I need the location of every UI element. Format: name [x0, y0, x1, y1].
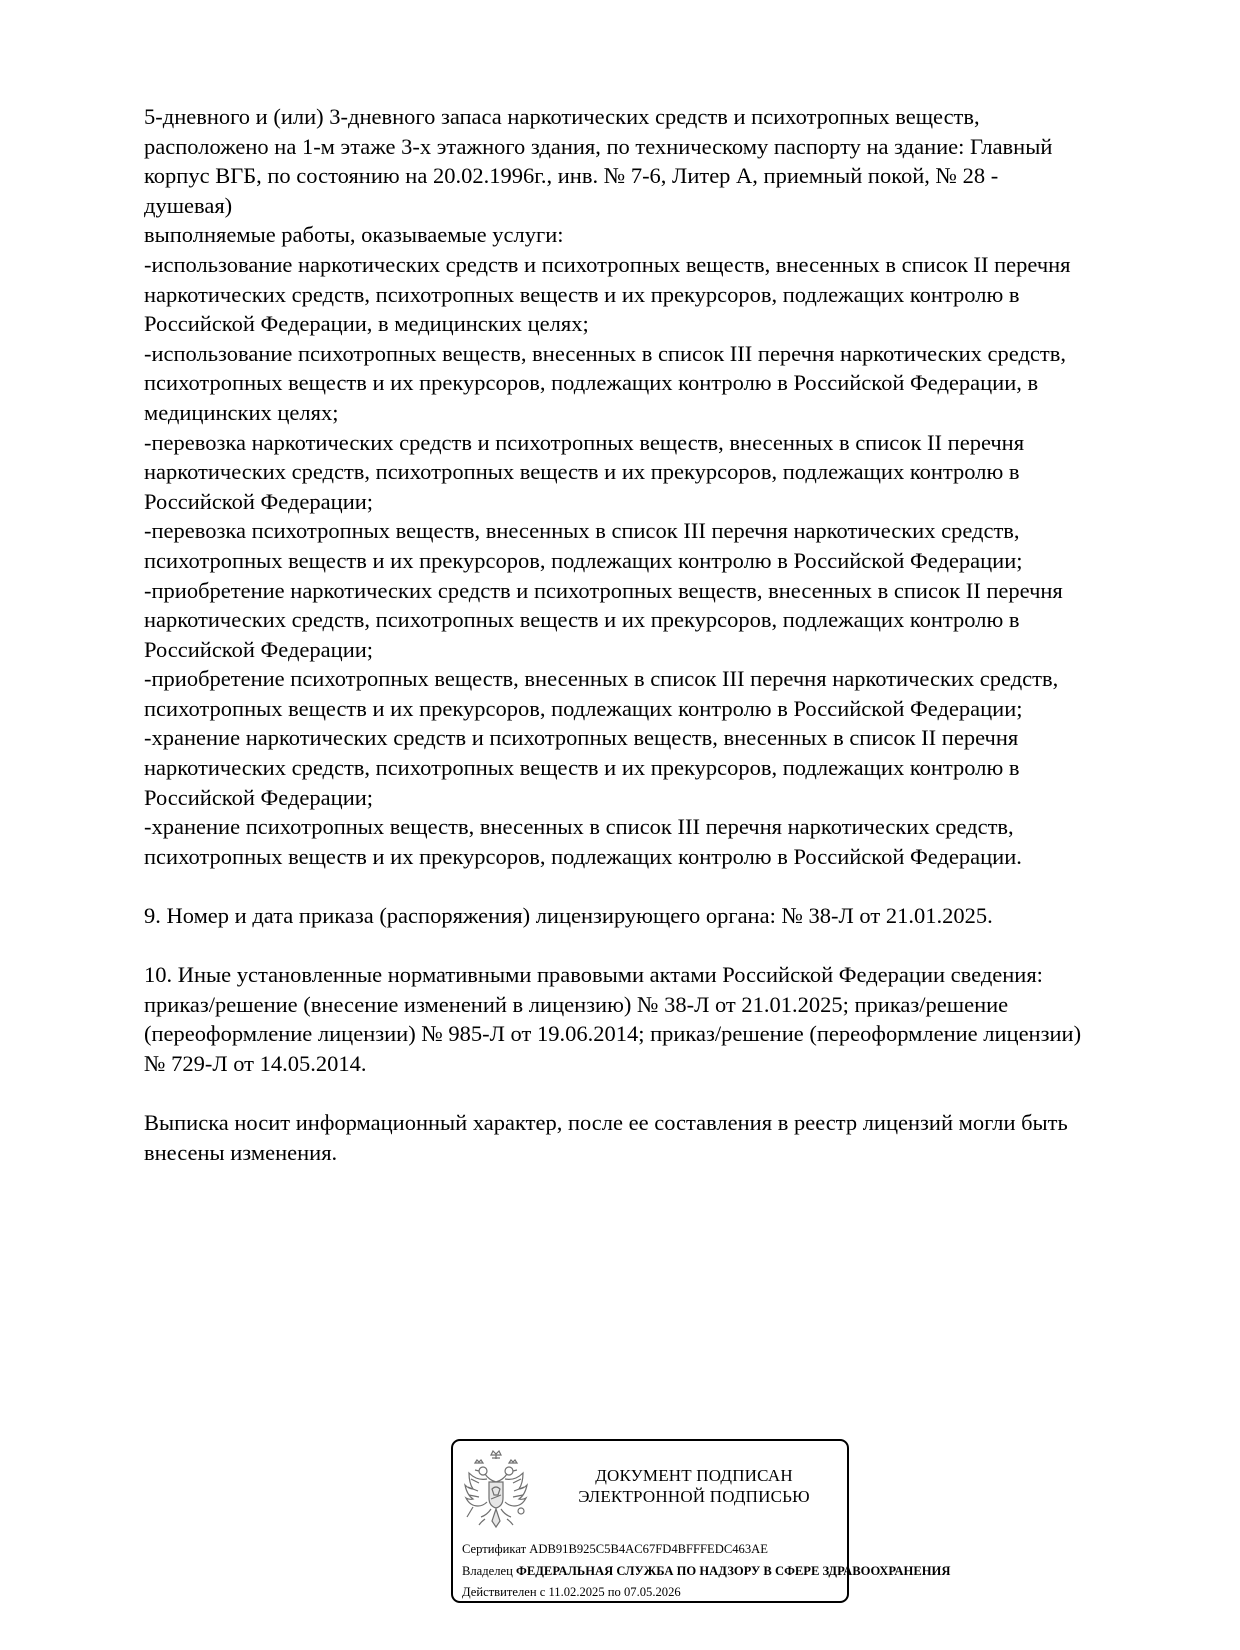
text-line: 9. Номер и дата приказа (распоряжения) лицензирующего органа: № 38-Л от 21.01.2025. — [144, 903, 993, 929]
text-line: наркотических средств, психотропных веществ и их прекурсоров, подлежащих контролю в — [144, 755, 1020, 781]
validity-text: Действителен с 11.02.2025 по 07.05.2026 — [462, 1585, 681, 1599]
owner-value: ФЕДЕРАЛЬНАЯ СЛУЖБА ПО НАДЗОРУ В СФЕРЕ ЗДРАВООХРАНЕНИЯ — [516, 1564, 951, 1578]
paragraph-gap — [144, 871, 1164, 901]
text-line: (переоформление лицензии) № 985-Л от 19.06.2014; приказ/решение (переоформление лицензии) — [144, 1021, 1082, 1047]
text-line: психотропных веществ и их прекурсоров, подлежащих контролю в Российской Федерации. — [144, 843, 1022, 869]
text-line: Выписка носит информационный характер, после ее составления в реестр лицензий могли быть — [144, 1110, 1068, 1136]
text-line: медицинских целях; — [144, 399, 339, 425]
coat-of-arms-icon — [461, 1449, 531, 1535]
text-line: расположено на 1-м этаже 3-х этажного здания, по техническому паспорту на здание: Главный — [144, 133, 1053, 159]
certificate-row — [462, 1541, 768, 1557]
text-line: № 729-Л от 14.05.2014. — [144, 1051, 367, 1076]
text-line: корпус ВГБ, по состоянию на 20.02.1996г., инв. № 7-6, Литер А, приемный покой, № 28 - — [144, 163, 999, 189]
text-line: наркотических средств, психотропных веществ и их прекурсоров, подлежащих контролю в — [144, 459, 1020, 485]
text-line: -хранение психотропных веществ, внесенных в список III перечня наркотических средств, — [144, 814, 1014, 840]
text-line: приказ/решение (внесение изменений в лицензию) № 38-Л от 21.01.2025; приказ/решение — [144, 991, 1009, 1017]
text-line: -приобретение наркотических средств и психотропных веществ, внесенных в список II перечня — [144, 577, 1063, 603]
text-line: -использование наркотических средств и психотропных веществ, внесенных в список II перечня — [144, 251, 1071, 277]
text-line: психотропных веществ и их прекурсоров, подлежащих контролю в Российской Федерации, в — [144, 370, 1039, 396]
validity-row — [462, 1584, 681, 1600]
text-line: наркотических средств, психотропных веществ и их прекурсоров, подлежащих контролю в — [144, 607, 1020, 633]
text-line: -хранение наркотических средств и психотропных веществ, внесенных в список II перечня — [144, 725, 1019, 751]
owner-label: Владелец — [462, 1564, 513, 1578]
text-line: -перевозка наркотических средств и психотропных веществ, внесенных в список II перечня — [144, 429, 1025, 455]
text-line: 10. Иные установленные нормативными правовыми актами Российской Федерации сведения: — [144, 962, 1043, 988]
text-line: -перевозка психотропных веществ, внесенных в список III перечня наркотических средств, — [144, 518, 1020, 544]
text-line: наркотических средств, психотропных веществ и их прекурсоров, подлежащих контролю в — [144, 281, 1020, 307]
document-body — [144, 102, 1164, 1167]
text-line: Российской Федерации, в медицинских целях; — [144, 311, 589, 337]
text-line: Российской Федерации; — [144, 488, 374, 514]
owner-row — [462, 1563, 950, 1579]
stamp-title-line-2: ЭЛЕКТРОННОЙ ПОДПИСЬЮ — [578, 1487, 810, 1506]
text-line: психотропных веществ и их прекурсоров, подлежащих контролю в Российской Федерации; — [144, 547, 1023, 573]
text-line: психотропных веществ и их прекурсоров, подлежащих контролю в Российской Федерации; — [144, 695, 1023, 721]
electronic-signature-stamp — [451, 1439, 951, 1603]
stamp-title-line-1: ДОКУМЕНТ ПОДПИСАН — [595, 1466, 793, 1485]
text-line: Российской Федерации; — [144, 784, 374, 810]
stamp-title — [549, 1465, 839, 1507]
paragraph-gap — [144, 1079, 1164, 1109]
text-line: выполняемые работы, оказываемые услуги: — [144, 222, 564, 248]
paragraph-gap — [144, 931, 1164, 961]
text-line: Российской Федерации; — [144, 636, 374, 662]
text-line: внесены изменения. — [144, 1139, 338, 1165]
certificate-value: ADB91B925C5B4AC67FD4BFFFEDC463AE — [529, 1542, 768, 1556]
certificate-label: Сертификат — [462, 1542, 527, 1556]
text-line: -использование психотропных веществ, внесенных в список III перечня наркотических средств, — [144, 340, 1066, 366]
text-line: 5-дневного и (или) 3-дневного запаса наркотических средств и психотропных веществ, — [144, 104, 980, 129]
text-line: душевая) — [144, 192, 233, 218]
text-line: -приобретение психотропных веществ, внесенных в список III перечня наркотических средств, — [144, 666, 1059, 692]
